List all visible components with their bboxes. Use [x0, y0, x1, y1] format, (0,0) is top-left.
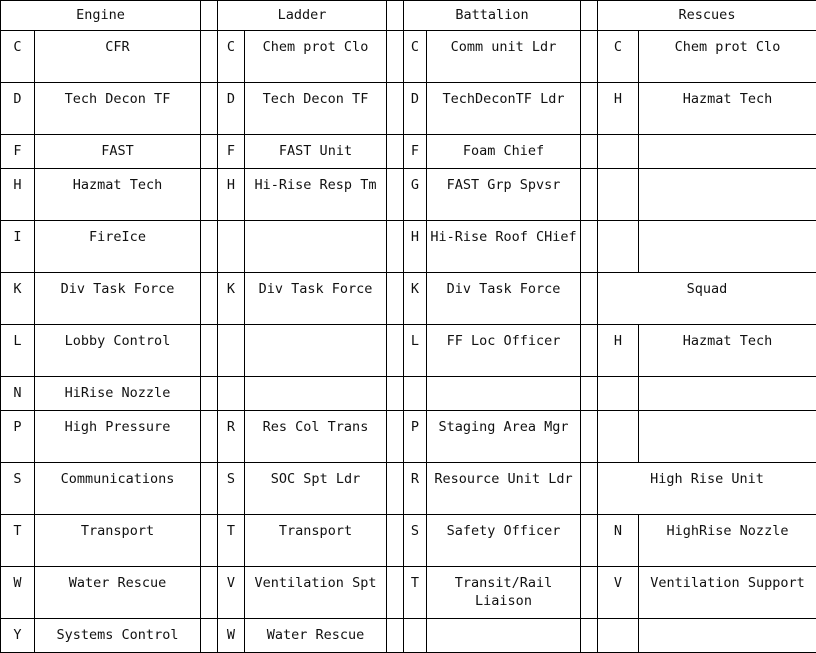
- battalion-unit: FF Loc Officer: [427, 325, 581, 377]
- engine-code: H: [1, 169, 35, 221]
- engine-unit: Transport: [35, 515, 201, 567]
- engine-code: T: [1, 515, 35, 567]
- ladder-unit: [245, 325, 387, 377]
- rescues-unit: High Rise Unit: [598, 463, 816, 515]
- spacer-cell: [387, 567, 404, 619]
- ladder-unit: [245, 221, 387, 273]
- battalion-unit: Safety Officer: [427, 515, 581, 567]
- engine-code: W: [1, 567, 35, 619]
- table-row: [1, 463, 816, 515]
- spacer-cell: [201, 515, 218, 567]
- ladder-code: C: [218, 31, 245, 83]
- engine-header: Engine: [1, 1, 201, 31]
- spacer-cell: [387, 83, 404, 135]
- ladder-code: W: [218, 619, 245, 653]
- spacer-cell: [201, 135, 218, 169]
- ladder-unit: SOC Spt Ldr: [245, 463, 387, 515]
- rescues-code: [598, 135, 639, 169]
- engine-code: N: [1, 377, 35, 411]
- rescues-code: [598, 619, 639, 653]
- table-row: [1, 411, 816, 463]
- rescues-code: [598, 169, 639, 221]
- ladder-code: H: [218, 169, 245, 221]
- ladder-code: [218, 221, 245, 273]
- spacer-cell: [387, 273, 404, 325]
- rescues-code: H: [598, 83, 639, 135]
- engine-unit: Tech Decon TF: [35, 83, 201, 135]
- spacer-cell: [387, 619, 404, 653]
- battalion-unit: TechDeconTF Ldr: [427, 83, 581, 135]
- spacer-cell: [581, 169, 598, 221]
- battalion-code: F: [404, 135, 427, 169]
- table-row: [1, 169, 816, 221]
- engine-code: F: [1, 135, 35, 169]
- ladder-code: [218, 325, 245, 377]
- spacer-cell: [581, 377, 598, 411]
- ladder-code: K: [218, 273, 245, 325]
- ladder-unit: Hi-Rise Resp Tm: [245, 169, 387, 221]
- engine-unit: Water Rescue: [35, 567, 201, 619]
- engine-code: L: [1, 325, 35, 377]
- battalion-code: [404, 377, 427, 411]
- ladder-code: F: [218, 135, 245, 169]
- spacer-cell: [581, 619, 598, 653]
- spacer-cell: [581, 221, 598, 273]
- spacer-cell: [201, 325, 218, 377]
- table-row: [1, 567, 816, 619]
- rescues-unit: Hazmat Tech: [639, 83, 816, 135]
- engine-code: I: [1, 221, 35, 273]
- battalion-code: G: [404, 169, 427, 221]
- engine-unit: Lobby Control: [35, 325, 201, 377]
- rescues-code: H: [598, 325, 639, 377]
- battalion-unit: Resource Unit Ldr: [427, 463, 581, 515]
- rescues-unit: HighRise Nozzle: [639, 515, 816, 567]
- spacer-cell: [581, 325, 598, 377]
- battalion-unit: Transit/Rail Liaison: [427, 567, 581, 619]
- engine-unit: Div Task Force: [35, 273, 201, 325]
- battalion-unit: Hi-Rise Roof CHief: [427, 221, 581, 273]
- ladder-header: Ladder: [218, 1, 387, 31]
- engine-unit: Communications: [35, 463, 201, 515]
- table-row: [1, 273, 816, 325]
- table-row: [1, 325, 816, 377]
- table-row: [1, 135, 816, 169]
- spacer-cell: [387, 221, 404, 273]
- spacer-cell: [201, 567, 218, 619]
- battalion-code: P: [404, 411, 427, 463]
- spacer-cell: [581, 567, 598, 619]
- spacer-cell: [387, 411, 404, 463]
- spacer-cell: [581, 31, 598, 83]
- table-row: [1, 83, 816, 135]
- header-row: [1, 1, 816, 31]
- spacer-cell: [387, 169, 404, 221]
- spacer-cell: [581, 273, 598, 325]
- ladder-unit: Res Col Trans: [245, 411, 387, 463]
- battalion-code: [404, 619, 427, 653]
- spacer-cell: [581, 515, 598, 567]
- ladder-unit: Tech Decon TF: [245, 83, 387, 135]
- engine-unit: CFR: [35, 31, 201, 83]
- spacer-cell: [201, 221, 218, 273]
- engine-code: D: [1, 83, 35, 135]
- rescues-unit: Hazmat Tech: [639, 325, 816, 377]
- engine-code: S: [1, 463, 35, 515]
- table-row: [1, 221, 816, 273]
- battalion-code: R: [404, 463, 427, 515]
- spacer-cell: [581, 411, 598, 463]
- battalion-code: C: [404, 31, 427, 83]
- ladder-code: [218, 377, 245, 411]
- battalion-unit: Staging Area Mgr: [427, 411, 581, 463]
- table-body: [1, 1, 816, 653]
- engine-unit: Systems Control: [35, 619, 201, 653]
- ladder-code: T: [218, 515, 245, 567]
- spacer-cell: [201, 169, 218, 221]
- spacer-cell: [201, 377, 218, 411]
- spacer-cell: [387, 135, 404, 169]
- spacer-cell: [201, 273, 218, 325]
- table-row: [1, 377, 816, 411]
- battalion-header: Battalion: [404, 1, 581, 31]
- spacer-cell: [581, 135, 598, 169]
- rescues-unit: [639, 411, 816, 463]
- spacer-cell: [581, 83, 598, 135]
- spacer-cell: [201, 83, 218, 135]
- engine-code: Y: [1, 619, 35, 653]
- battalion-code: H: [404, 221, 427, 273]
- battalion-unit: Foam Chief: [427, 135, 581, 169]
- engine-code: K: [1, 273, 35, 325]
- rescues-code: C: [598, 31, 639, 83]
- ladder-code: R: [218, 411, 245, 463]
- ladder-unit: Ventilation Spt: [245, 567, 387, 619]
- rescues-code: [598, 411, 639, 463]
- spacer-cell: [201, 619, 218, 653]
- spacer-cell: [201, 463, 218, 515]
- battalion-unit: [427, 619, 581, 653]
- ladder-code: D: [218, 83, 245, 135]
- rescues-unit: [639, 135, 816, 169]
- battalion-unit: Div Task Force: [427, 273, 581, 325]
- battalion-code: D: [404, 83, 427, 135]
- engine-unit: FireIce: [35, 221, 201, 273]
- rescues-code: [598, 377, 639, 411]
- rescues-unit: Chem prot Clo: [639, 31, 816, 83]
- table-row: [1, 515, 816, 567]
- ladder-unit: Div Task Force: [245, 273, 387, 325]
- table-row: [1, 619, 816, 653]
- ladder-unit: Transport: [245, 515, 387, 567]
- ladder-unit: [245, 377, 387, 411]
- rescues-code: [598, 221, 639, 273]
- spacer-cell: [387, 515, 404, 567]
- battalion-unit: Comm unit Ldr: [427, 31, 581, 83]
- ladder-code: V: [218, 567, 245, 619]
- spacer-cell: [387, 1, 404, 31]
- battalion-code: S: [404, 515, 427, 567]
- rescues-unit: Squad: [598, 273, 816, 325]
- ladder-code: S: [218, 463, 245, 515]
- engine-unit: FAST: [35, 135, 201, 169]
- ladder-unit: FAST Unit: [245, 135, 387, 169]
- spacer-cell: [201, 1, 218, 31]
- rescues-unit: Ventilation Support: [639, 567, 816, 619]
- battalion-code: K: [404, 273, 427, 325]
- spacer-cell: [387, 377, 404, 411]
- rescues-unit: [639, 221, 816, 273]
- ladder-unit: Chem prot Clo: [245, 31, 387, 83]
- rescues-unit: [639, 169, 816, 221]
- spacer-cell: [581, 463, 598, 515]
- battalion-unit: [427, 377, 581, 411]
- rescues-unit: [639, 619, 816, 653]
- spacer-cell: [201, 31, 218, 83]
- engine-code: P: [1, 411, 35, 463]
- engine-unit: HiRise Nozzle: [35, 377, 201, 411]
- table-row: [1, 31, 816, 83]
- ladder-unit: Water Rescue: [245, 619, 387, 653]
- battalion-code: T: [404, 567, 427, 619]
- rescues-unit: [639, 377, 816, 411]
- engine-unit: Hazmat Tech: [35, 169, 201, 221]
- spacer-cell: [387, 325, 404, 377]
- engine-code: C: [1, 31, 35, 83]
- battalion-code: L: [404, 325, 427, 377]
- engine-unit: High Pressure: [35, 411, 201, 463]
- spacer-cell: [387, 463, 404, 515]
- spacer-cell: [581, 1, 598, 31]
- rescues-code: N: [598, 515, 639, 567]
- rescues-code: V: [598, 567, 639, 619]
- battalion-unit: FAST Grp Spvsr: [427, 169, 581, 221]
- spacer-cell: [201, 411, 218, 463]
- spacer-cell: [387, 31, 404, 83]
- rescues-header: Rescues: [598, 1, 816, 31]
